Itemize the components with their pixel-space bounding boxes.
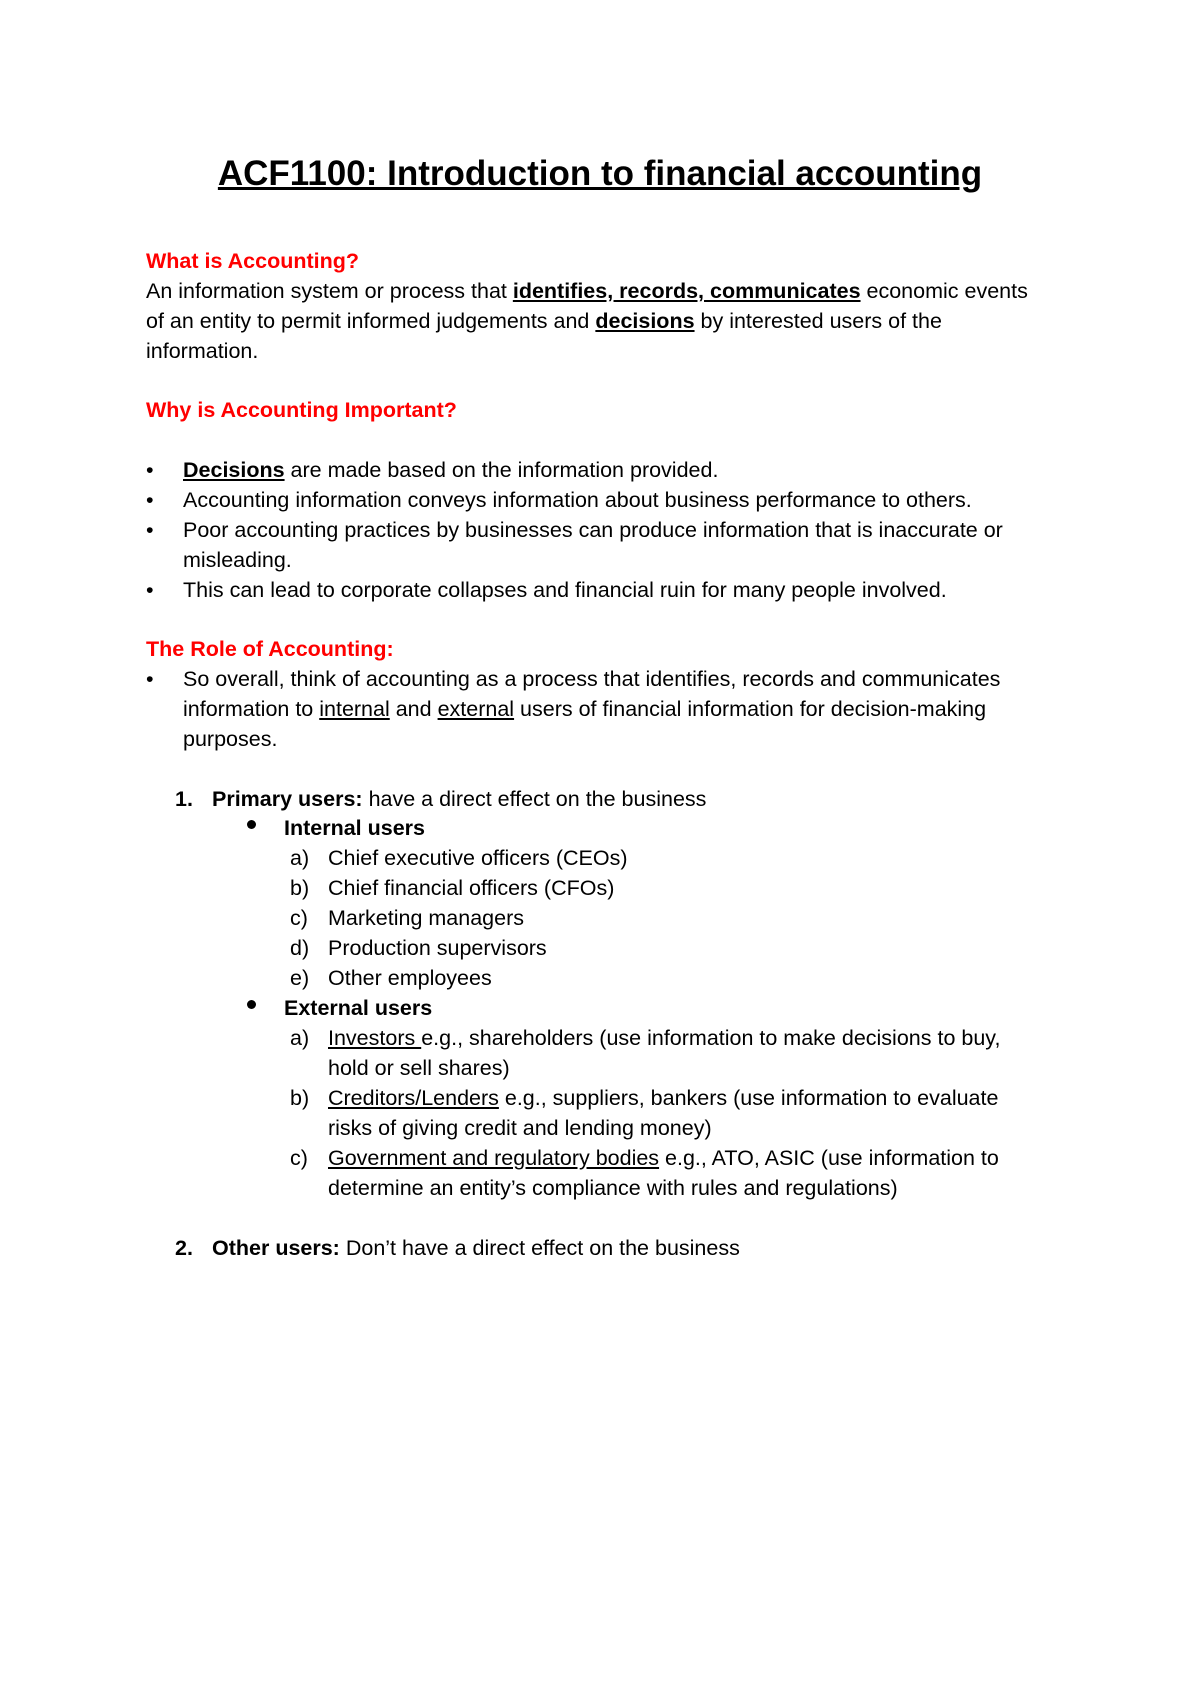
primary-users-line [212, 784, 706, 814]
text-run: users of financial information for decision-making [514, 697, 987, 721]
text-run: information to [183, 697, 320, 721]
what-paragraph-line-1 [146, 276, 1028, 306]
internal-item: Chief executive officers (CEOs) [328, 846, 628, 870]
list-marker: e) [290, 966, 310, 990]
emphasis-text: identifies, records, communicates [512, 279, 861, 303]
text-run: have a direct effect on the business [362, 787, 707, 811]
underlined-text: external [437, 697, 515, 721]
what-paragraph-line-2 [146, 306, 942, 336]
external-item-c-line-2: determine an entity’s compliance with rules and regulations) [328, 1176, 898, 1200]
why-bullet-4: This can lead to corporate collapses and financial ruin for many people involved. [183, 578, 947, 602]
internal-item: Marketing managers [328, 906, 524, 930]
emphasis-text: Decisions [183, 458, 285, 482]
external-item-b-line-1 [328, 1083, 998, 1113]
list-marker: c) [290, 906, 308, 930]
page-title: ACF1100: Introduction to financial accounting [217, 154, 983, 193]
list-number: 2. [175, 1236, 193, 1260]
text-run: economic events [860, 279, 1028, 303]
why-bullet-2: Accounting information conveys information about business performance to others. [183, 488, 972, 512]
other-users-label: Other users: [212, 1236, 340, 1260]
role-line-3: purposes. [183, 727, 278, 751]
list-number: 1. [175, 787, 193, 811]
text-run: of an entity to permit informed judgements and [146, 309, 596, 333]
internal-users-label: Internal users [284, 816, 425, 840]
what-paragraph-line-3: information. [146, 339, 259, 363]
primary-users-label: Primary users: [212, 787, 363, 811]
emphasis-text: decisions [595, 309, 695, 333]
text-run: e.g., suppliers, bankers (use information to evaluate [498, 1086, 999, 1110]
text-run: are made based on the information provided. [284, 458, 719, 482]
text-run: e.g., ATO, ASIC (use information to [659, 1146, 999, 1170]
text-run: An information system or process that [146, 279, 513, 303]
list-marker: a) [290, 1026, 310, 1050]
role-line-2 [183, 694, 986, 724]
underlined-text: Creditors/Lenders [328, 1086, 499, 1110]
section-heading-why: Why is Accounting Important? [146, 398, 457, 422]
list-marker: d) [290, 936, 310, 960]
text-run: e.g., shareholders (use information to make decisions to buy, [421, 1026, 1001, 1050]
bullet-marker: • [146, 578, 154, 602]
underlined-text: Investors [328, 1026, 422, 1050]
bullet-marker: • [146, 667, 154, 691]
underlined-text: Government and regulatory bodies [328, 1146, 660, 1170]
round-bullet [247, 1000, 256, 1009]
external-item-b-line-2: risks of giving credit and lending money) [328, 1116, 712, 1140]
bullet-marker: • [146, 518, 154, 542]
text-run: Don’t have a direct effect on the business [339, 1236, 740, 1260]
external-item-c-line-1 [328, 1143, 999, 1173]
external-item-a-line-2: hold or sell shares) [328, 1056, 510, 1080]
internal-item: Chief financial officers (CFOs) [328, 876, 615, 900]
section-heading-what: What is Accounting? [146, 249, 359, 273]
bullet-marker: • [146, 488, 154, 512]
round-bullet [247, 820, 256, 829]
other-users-line [212, 1233, 740, 1263]
underlined-text: internal [319, 697, 390, 721]
section-heading-role: The Role of Accounting: [146, 637, 394, 661]
external-item-a-line-1 [328, 1023, 1000, 1053]
external-users-label: External users [284, 996, 433, 1020]
why-bullet-3-line-1: Poor accounting practices by businesses can produce information that is inaccurate or [183, 518, 1003, 542]
list-marker: b) [290, 1086, 310, 1110]
bullet-marker: • [146, 458, 154, 482]
list-marker: b) [290, 876, 310, 900]
text-run: and [389, 697, 438, 721]
why-bullet-3-line-2: misleading. [183, 548, 292, 572]
list-marker: c) [290, 1146, 308, 1170]
why-bullet-1 [183, 455, 718, 485]
internal-item: Other employees [328, 966, 492, 990]
text-run: by interested users of the [694, 309, 942, 333]
list-marker: a) [290, 846, 310, 870]
role-line-1: So overall, think of accounting as a process that identifies, records and communicates [183, 667, 1001, 691]
internal-item: Production supervisors [328, 936, 547, 960]
